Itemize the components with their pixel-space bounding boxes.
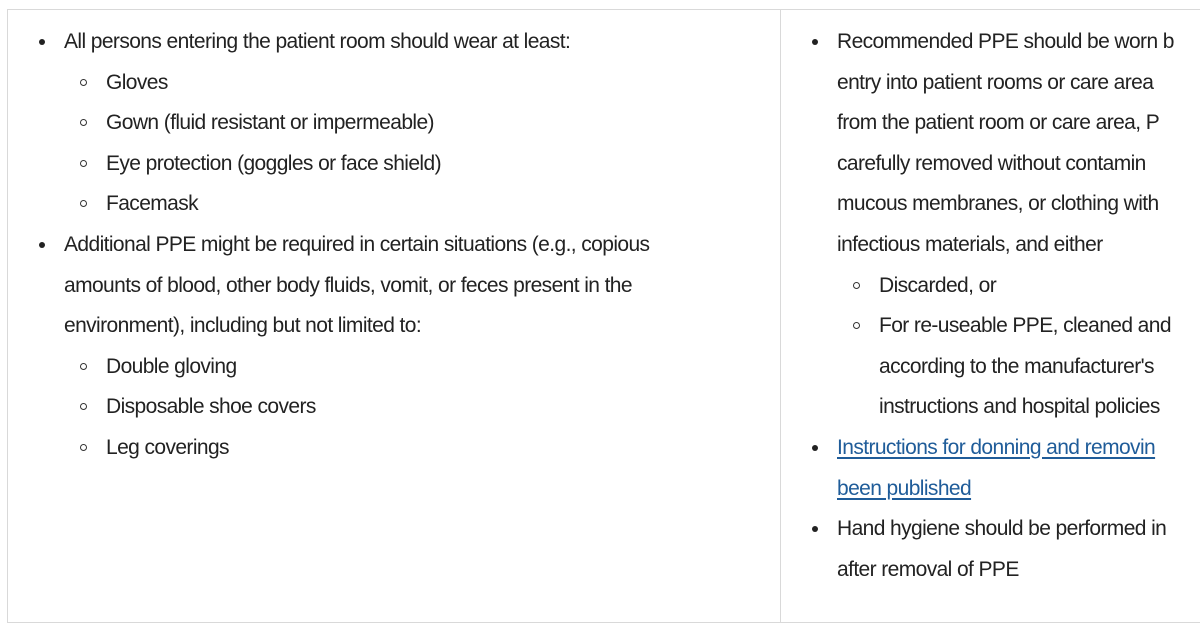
sub-list-item: Gown (fluid resistant or impermeable) — [106, 103, 764, 144]
sub-list-item: Eye protection (goggles or face shield) — [106, 144, 764, 185]
list-item-hand-hygiene — [837, 509, 1200, 590]
list-item-minimum-ppe — [64, 22, 764, 225]
list-item-text-line: environment), including but not limited to: — [64, 314, 422, 338]
list-item-text-line: carefully removed without contamin — [837, 151, 1146, 175]
list-item-donning-instructions — [837, 428, 1200, 509]
list-item-text-line: after removal of PPE — [837, 557, 1019, 581]
donning-instructions-link[interactable] — [837, 428, 1200, 509]
sub-list-item-line: For re-useable PPE, cleaned and — [879, 314, 1171, 338]
sub-list-item — [879, 306, 1200, 428]
sub-list-item-line: according to the manufacturer's — [879, 354, 1154, 378]
list-item-text-line: Hand hygiene should be performed in — [837, 517, 1167, 541]
sub-list-item: Facemask — [106, 184, 764, 225]
sub-bullet-list — [64, 347, 764, 469]
list-item-text-line: entry into patient rooms or care area — [837, 70, 1154, 94]
list-item-text-line: Recommended PPE should be worn b — [837, 30, 1174, 53]
ppe-guidance-table — [7, 9, 1200, 623]
list-item-text: All persons entering the patient room should wear at least: — [64, 30, 571, 53]
list-item-recommended-ppe — [837, 22, 1200, 428]
left-column-cell — [8, 10, 781, 622]
sub-bullet-list — [64, 63, 764, 225]
list-item-text-line: from the patient room or care area, P — [837, 111, 1160, 135]
list-item-text-line: mucous membranes, or clothing with — [837, 192, 1159, 216]
sub-list-item: Double gloving — [106, 347, 764, 388]
right-column-cell — [781, 10, 1200, 622]
left-bullet-list — [64, 22, 764, 469]
sub-bullet-list — [837, 266, 1200, 428]
sub-list-item-line: instructions and hospital policies — [879, 395, 1160, 419]
right-bullet-list — [837, 22, 1200, 590]
list-item-text-line: infectious materials, and either — [837, 232, 1103, 256]
sub-list-item — [879, 266, 1200, 307]
list-item-additional-ppe — [64, 225, 764, 469]
link-text-line[interactable]: been published — [837, 476, 972, 500]
list-item-text-line: Additional PPE might be required in certain situations (e.g., copious — [64, 232, 650, 256]
sub-list-item: Disposable shoe covers — [106, 387, 764, 428]
sub-list-item-line: Discarded, or — [879, 273, 997, 297]
sub-list-item: Leg coverings — [106, 428, 764, 469]
link-text-line[interactable]: Instructions for donning and removin — [837, 435, 1156, 459]
sub-list-item: Gloves — [106, 63, 764, 104]
list-item-text-line: amounts of blood, other body fluids, vomit, or feces present in the — [64, 273, 632, 297]
